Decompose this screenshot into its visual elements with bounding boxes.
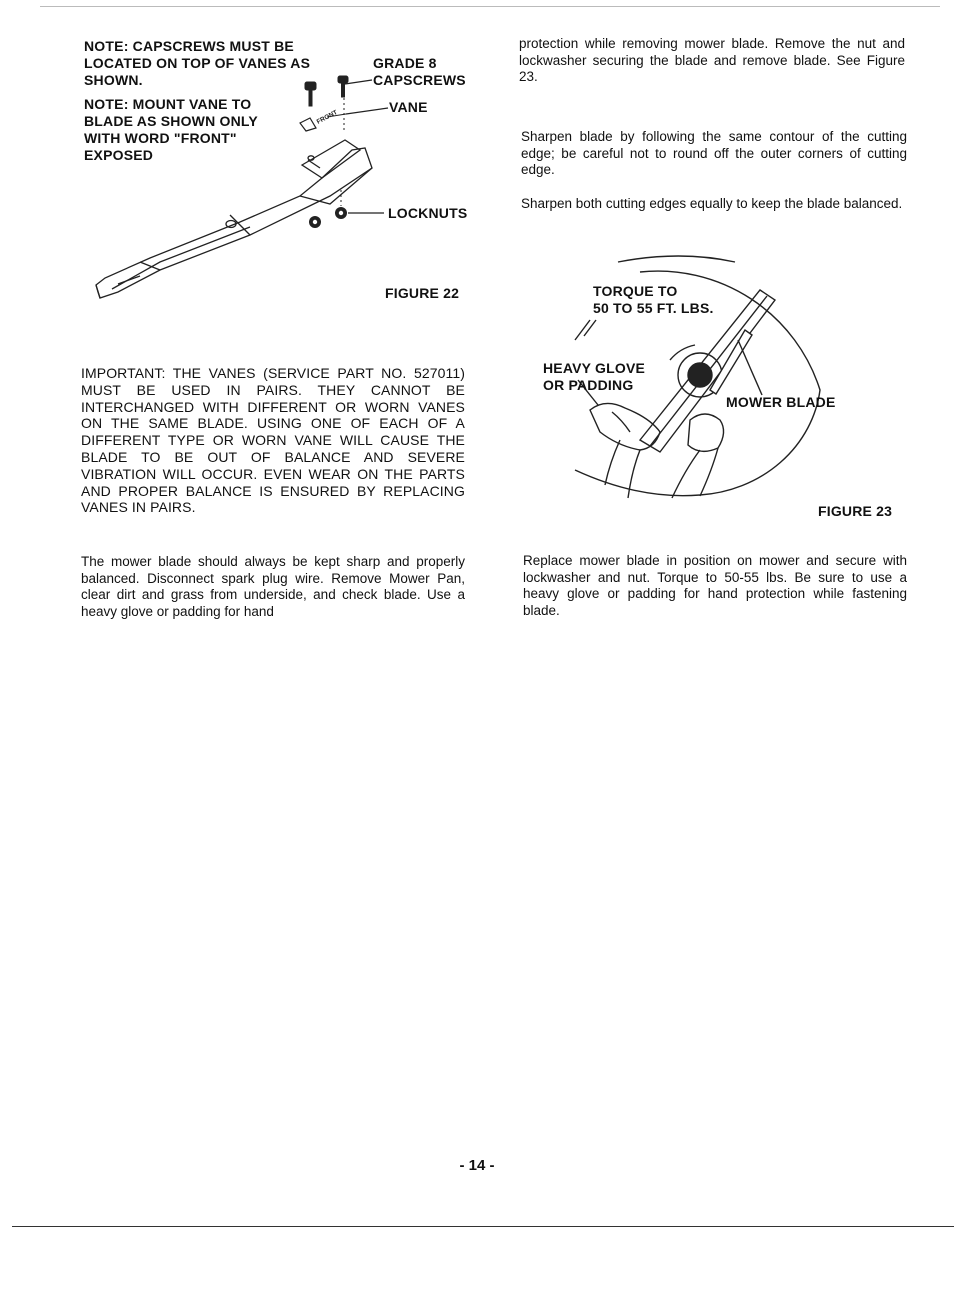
note-capscrews: NOTE: CAPSCREWS MUST BE LOCATED ON TOP OF VANES AS SHOWN. [84,38,311,88]
label-mower-blade: MOWER BLADE [726,394,836,410]
remove-blade-paragraph: protection while removing mower blade. Remove the nut and lockwasher securing the blade and remove blade. See Figure 23. [519,36,905,85]
bottom-rule [12,1226,954,1227]
page-number: - 14 - [459,1157,495,1174]
balance-paragraph: Sharpen both cutting edges equally to keep the blade balanced. [521,196,903,211]
replace-blade-paragraph: Replace mower blade in position on mower and secure with lockwasher and nut. Torque to 50-55 lbs. Be sure to use a heavy glove or padding for hand protection while fastening blade. [523,553,907,619]
label-vane: VANE [389,99,428,115]
label-glove-line1: HEAVY GLOVE [543,360,646,376]
label-locknuts: LOCKNUTS [388,205,468,221]
label-glove-line2: OR PADDING [543,377,634,393]
svg-text:FRONT: FRONT [315,109,339,126]
figure-23-caption: FIGURE 23 [818,503,893,519]
label-capscrews: CAPSCREWS [373,72,466,88]
sharpen-paragraph: Sharpen blade by following the same contour of the cutting edge; be careful not to round off the outer corners of cutting edge. [521,129,907,178]
blade-maintenance-paragraph: The mower blade should always be kept sharp and properly balanced. Disconnect spark plug wire. Remove Mower Pan, clear dirt and grass from underside, and check blade. Use a heavy glove or padding for hand [81,554,465,620]
important-vanes-paragraph: IMPORTANT: THE VANES (SERVICE PART NO. 527011) MUST BE USED IN PAIRS. THEY CANNOT BE INTERCHANGED WITH DIFFERENT OR WORN VANES ON THE SAME BLADE. USING ONE OF EACH OF A DIFFERENT TYPE OR WORN VANE WILL CAUSE THE BLADE TO BE OUT OF BALANCE AND SEVERE VIBRATION WILL OCCUR. EVEN WEAR ON THE PARTS AND PROPER BALANCE IS ENSURED BY REPLACING VANES IN PAIRS. [81,365,465,516]
label-torque-line1: TORQUE TO [593,283,678,299]
label-grade-8: GRADE 8 [373,55,437,71]
label-heavy-glove [543,360,645,394]
figure-23-drawing [0,0,954,540]
label-torque [593,283,714,317]
note-mount-vane: NOTE: MOUNT VANE TO BLADE AS SHOWN ONLY WITH WORD "FRONT" EXPOSED [84,96,258,163]
label-torque-line2: 50 TO 55 FT. LBS. [593,300,714,316]
figure-22-caption: FIGURE 22 [385,285,460,301]
